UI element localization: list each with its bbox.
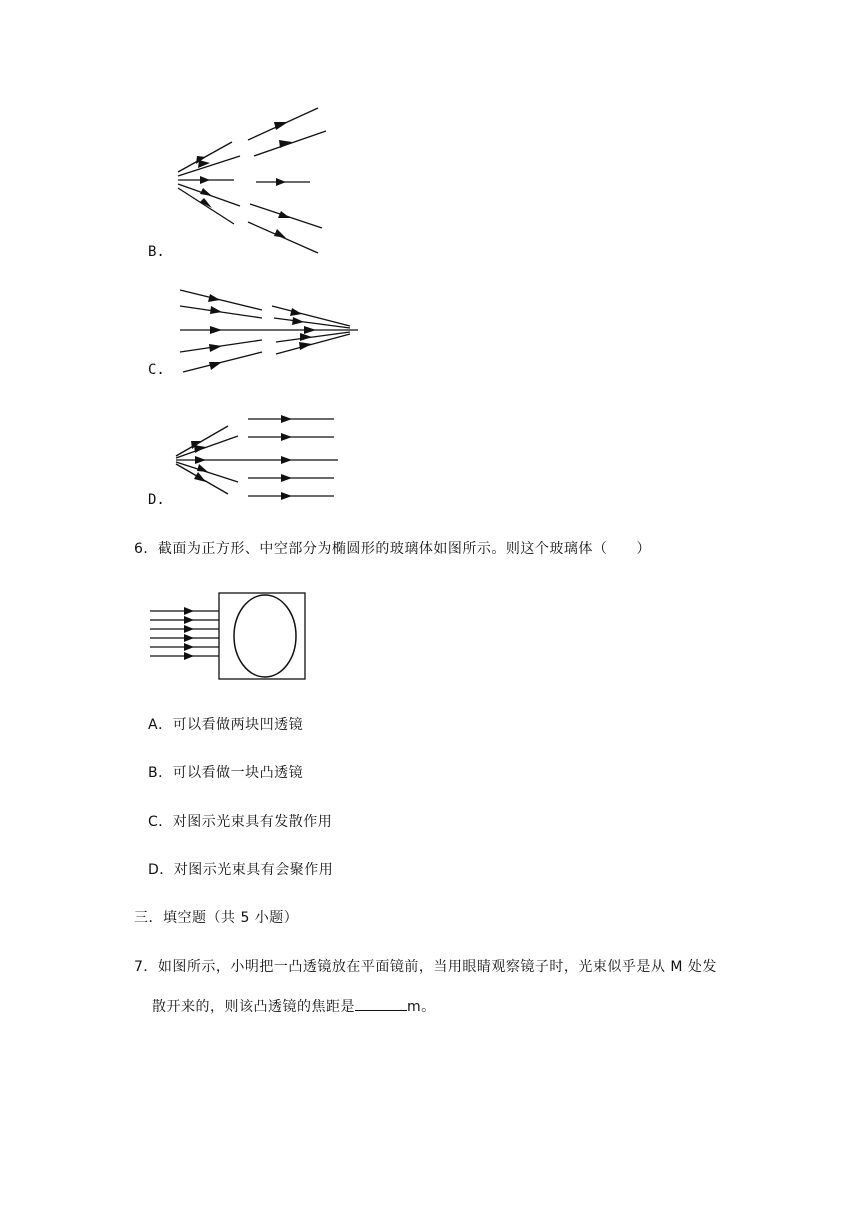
- question-7-line-2: [152, 996, 436, 1016]
- question-7-line-1: 7．如图所示，小明把一凸透镜放在平面镜前，当用眼睛观察镜子时，光束似乎是从 M 处发: [134, 959, 717, 975]
- question-7-text-before-blank: 散开来的，则该凸透镜的焦距是: [152, 999, 355, 1015]
- option-b-label: B.: [148, 244, 165, 260]
- question-7-text-after-blank: m。: [407, 999, 436, 1015]
- question-6-stem: 6．截面为正方形、中空部分为椭圆形的玻璃体如图所示。则这个玻璃体（ ）: [134, 541, 651, 557]
- section-3-title: 三．填空题（共 5 小题）: [134, 910, 299, 926]
- question-6-option-d: D．对图示光束具有会聚作用: [148, 862, 334, 878]
- option-d-label: D.: [148, 492, 165, 508]
- question-6-option-c: C．对图示光束具有发散作用: [148, 814, 333, 830]
- question-6-option-a: A．可以看做两块凹透镜: [148, 717, 304, 733]
- question-6-option-b: B．可以看做一块凸透镜: [148, 765, 304, 781]
- answer-blank[interactable]: [355, 998, 407, 1011]
- option-c-label: C.: [148, 362, 165, 378]
